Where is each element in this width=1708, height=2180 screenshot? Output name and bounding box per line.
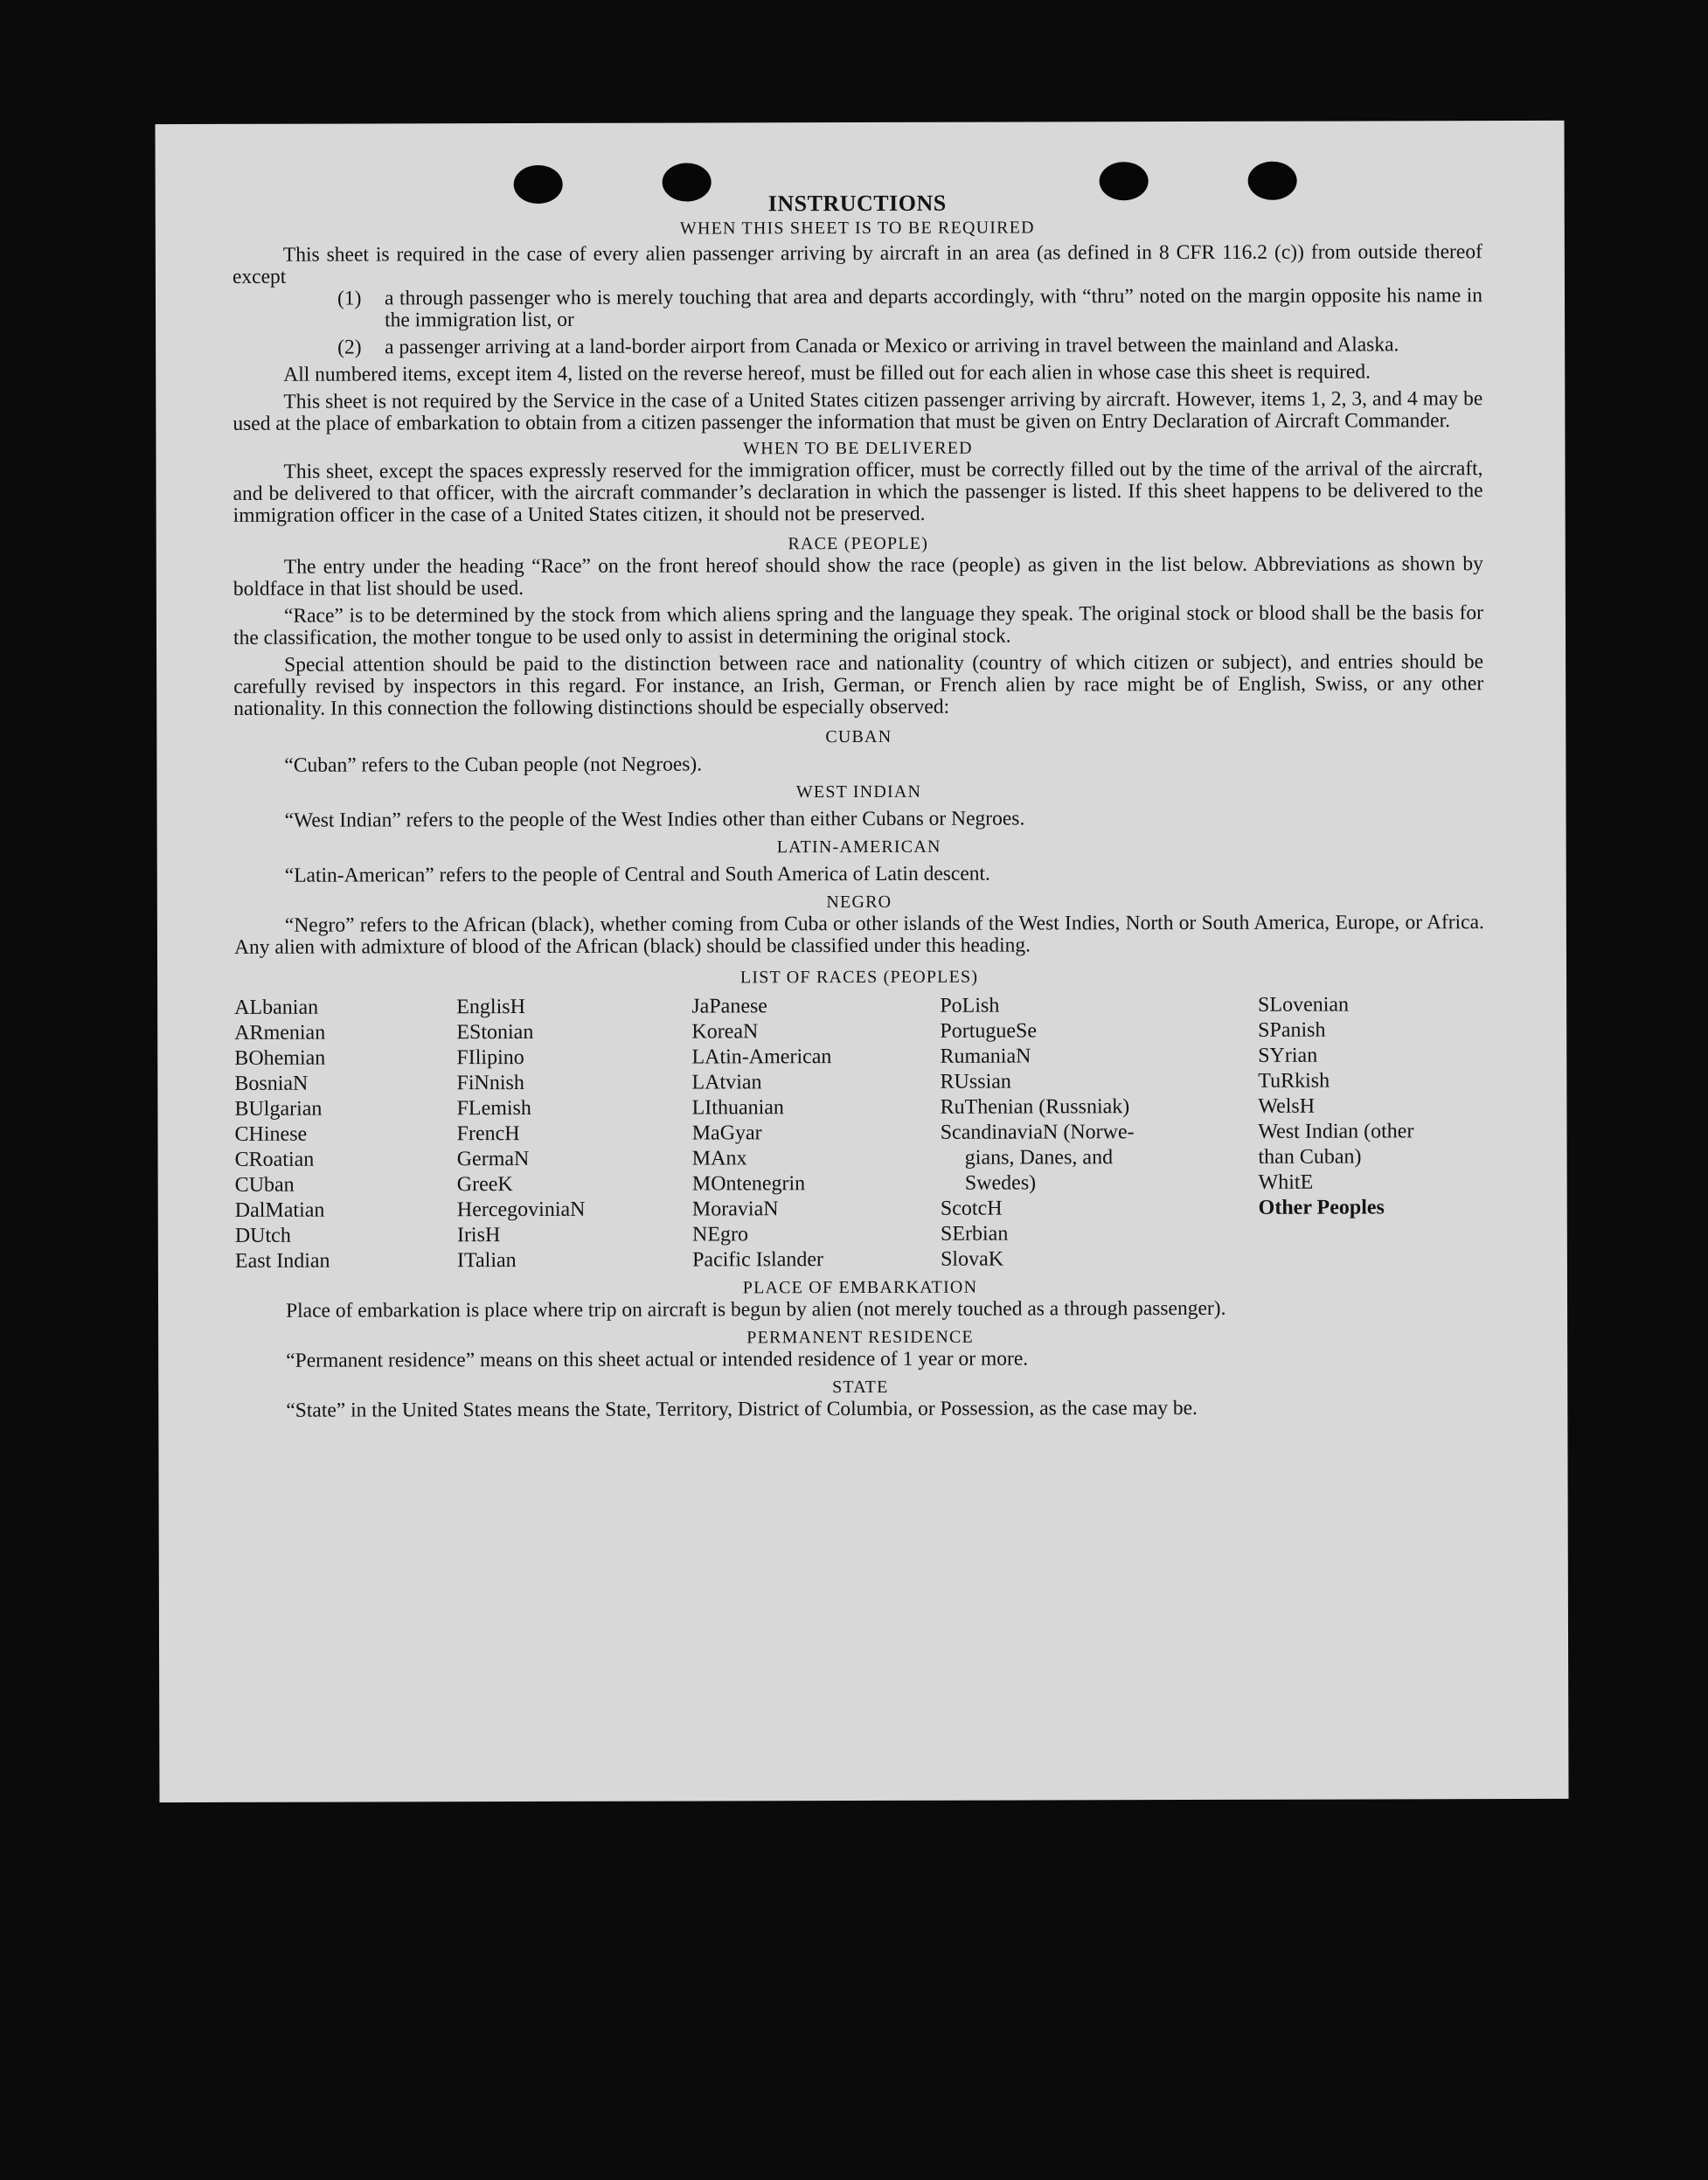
race-item: WhitE (1258, 1170, 1314, 1194)
race-item: ALbanian (234, 996, 319, 1019)
race-item: PortugueSe (940, 1019, 1038, 1043)
race-item: FiNnish (456, 1072, 524, 1095)
race-item: SlovaK (941, 1247, 1004, 1271)
heading-permanent-residence: PERMANENT RESIDENCE (746, 1327, 974, 1348)
heading-when-required: WHEN THIS SHEET IS TO BE REQUIRED (679, 218, 1035, 239)
race-item: CHinese (234, 1122, 308, 1146)
numbered-items-paragraph: All numbered items, except item 4, listed on the reverse hereof, must be filled out for each alien in whose case this sheet is required. (283, 360, 1371, 386)
race-item-continued: Swedes) (964, 1171, 1037, 1195)
heading-when-delivered: WHEN TO BE DELIVERED (743, 438, 973, 459)
when-delivered-text: This sheet, except the spaces expressly reserved for the immigration officer, must be correctly filled out by the time of the arrival of the aircraft, and be delivered to that officer, with the aircraft commander’s declaration in which the passenger is listed. If this sheet happens to be delivered to the immigration officer in the case of a United States citizen, it should not be preserved. (233, 457, 1483, 527)
race-column-5 (1258, 992, 1485, 1272)
race-item: CRoatian (234, 1148, 315, 1171)
race-item: FIlipino (456, 1046, 524, 1070)
race-item: Other Peoples (1258, 1196, 1385, 1219)
race-item: West Indian (other (1258, 1120, 1414, 1143)
race-paragraph-3: Special attention should be paid to the distinction between race and nationality (country of which citizen or subject), and entries should be carefully revised by inspectors in this regard. For instance, an Irish, German, or French alien by race might be of English, Swiss, or any other nationality. In this connection the following distinctions should be especially observed: (233, 650, 1484, 720)
race-paragraph-1: The entry under the heading “Race” on the front hereof should show the race (people) as given in the list below. Abbreviations as shown by boldface in that list should be used. (233, 552, 1483, 601)
race-item: ITalian (456, 1249, 517, 1273)
race-item: BosniaN (234, 1072, 309, 1095)
race-item: SPanish (1258, 1018, 1326, 1042)
race-item: PoLish (940, 994, 1000, 1017)
race-item: GreeK (456, 1173, 513, 1197)
instruction-sheet (155, 121, 1568, 1802)
race-item: EnglisH (456, 996, 525, 1019)
exception-number: (2) (337, 336, 362, 359)
instructions-body (233, 184, 1486, 1422)
race-item: ScandinaviaN (Norwe- (940, 1121, 1135, 1144)
race-item: ScotcH (940, 1197, 1003, 1220)
race-column-3 (691, 994, 941, 1274)
latin-american-definition: “Latin-American” refers to the people of Central and South America of Latin descent. (284, 862, 990, 887)
race-item: DUtch (234, 1224, 291, 1247)
race-item: MAnx (691, 1147, 747, 1170)
exception-text: a through passenger who is merely touching that area and departs accordingly, with “thru” noted on the margin opposite his name in the immigration list, or (384, 284, 1483, 332)
race-item: East Indian (234, 1249, 330, 1273)
race-item: TuRkish (1258, 1069, 1330, 1093)
place-of-embarkation-text: Place of embarkation is place where trip on aircraft is begun by alien (not merely touched as a through passenger). (286, 1296, 1226, 1323)
permanent-residence-text: “Permanent residence” means on this sheet actual or intended residence of 1 year or more. (286, 1347, 1029, 1372)
race-item: Pacific Islander (692, 1248, 824, 1272)
race-item: ARmenian (234, 1021, 326, 1045)
race-item: LAtvian (691, 1071, 762, 1094)
exception-item-1 (337, 285, 1482, 331)
race-column-1 (234, 995, 457, 1274)
exception-text: a passenger arriving at a land-border airport from Canada or Mexico or arriving in travel between the mainland and Alaska. (385, 333, 1399, 359)
race-item: BUlgarian (234, 1097, 323, 1121)
heading-latin-american: LATIN-AMERICAN (776, 837, 941, 857)
race-item: RumaniaN (940, 1045, 1031, 1068)
race-item: CUban (234, 1173, 295, 1197)
race-item: HercegoviniaN (456, 1198, 586, 1222)
race-item: RUssian (940, 1070, 1011, 1093)
heading-cuban: CUBAN (825, 726, 892, 747)
race-item: LAtin-American (691, 1045, 832, 1069)
exception-number: (1) (337, 287, 362, 310)
race-item: MOntenegrin (691, 1172, 806, 1196)
exception-item-2 (337, 334, 1482, 358)
negro-definition: “Negro” refers to the African (black), whether coming from Cuba or other islands of the West Indies, North or South America, Europe, or Africa. Any alien with admixture of blood of the African (black) should be classified under this heading. (233, 911, 1484, 959)
cuban-definition: “Cuban” refers to the Cuban people (not Negroes). (284, 753, 703, 777)
heading-race: RACE (PEOPLE) (788, 533, 929, 554)
citizen-paragraph: This sheet is not required by the Service in the case of a United States citizen passenger arriving by aircraft. However, items 1, 2, 3, and 4 may be used at the place of embarkation to obtain from a citizen passenger the information that must be given on Entry Declaration of Aircraft Commander. (233, 387, 1483, 435)
race-item: NEgro (691, 1223, 749, 1246)
race-item: MaGyar (691, 1121, 762, 1145)
race-item: WelsH (1258, 1094, 1316, 1118)
race-item: LIthuanian (691, 1096, 784, 1120)
race-item: GermaN (456, 1147, 530, 1171)
heading-negro: NEGRO (826, 892, 892, 913)
race-item: EStonian (456, 1020, 534, 1045)
race-item: KoreaN (691, 1020, 759, 1044)
heading-state: STATE (832, 1377, 889, 1398)
race-paragraph-2: “Race” is to be determined by the stock from which aliens spring and the language they speak. The original stock or blood shall be the basis for the classification, the mother tongue to be used only to assist in determining the original stock. (233, 601, 1483, 649)
race-item: JaPanese (691, 995, 767, 1018)
race-column-2 (456, 995, 692, 1274)
heading-list-of-races: LIST OF RACES (PEOPLES) (739, 967, 979, 988)
race-item: SLovenian (1258, 993, 1350, 1017)
heading-place-of-embarkation: PLACE OF EMBARKATION (742, 1277, 978, 1298)
race-item: IrisH (456, 1224, 501, 1247)
when-required-intro: This sheet is required in the case of every alien passenger arriving by aircraft in an area (as defined in 8 CFR 116.2 (c)) from outside thereof except (232, 240, 1482, 288)
race-item: DalMatian (234, 1198, 325, 1222)
race-item-continued: than Cuban) (1258, 1145, 1362, 1169)
race-item: RuThenian (Russniak) (940, 1095, 1130, 1119)
race-item: SErbian (940, 1222, 1009, 1246)
race-item: BOhemian (234, 1046, 326, 1070)
heading-west-indian: WEST INDIAN (795, 781, 922, 802)
main-heading: INSTRUCTIONS (767, 190, 947, 217)
race-item-continued: gians, Danes, and (964, 1146, 1114, 1170)
race-list (234, 992, 1485, 1274)
race-column-4 (940, 993, 1259, 1273)
state-text: “State” in the United States means the State, Territory, District of Columbia, or Possession, as the case may be. (286, 1396, 1198, 1422)
race-item: FLemish (456, 1096, 531, 1121)
race-item: FrencH (456, 1122, 520, 1146)
race-item: SYrian (1258, 1044, 1318, 1067)
race-item: MoraviaN (691, 1198, 779, 1221)
west-indian-definition: “West Indian” refers to the people of the West Indies other than either Cubans or Negroes. (284, 807, 1025, 832)
